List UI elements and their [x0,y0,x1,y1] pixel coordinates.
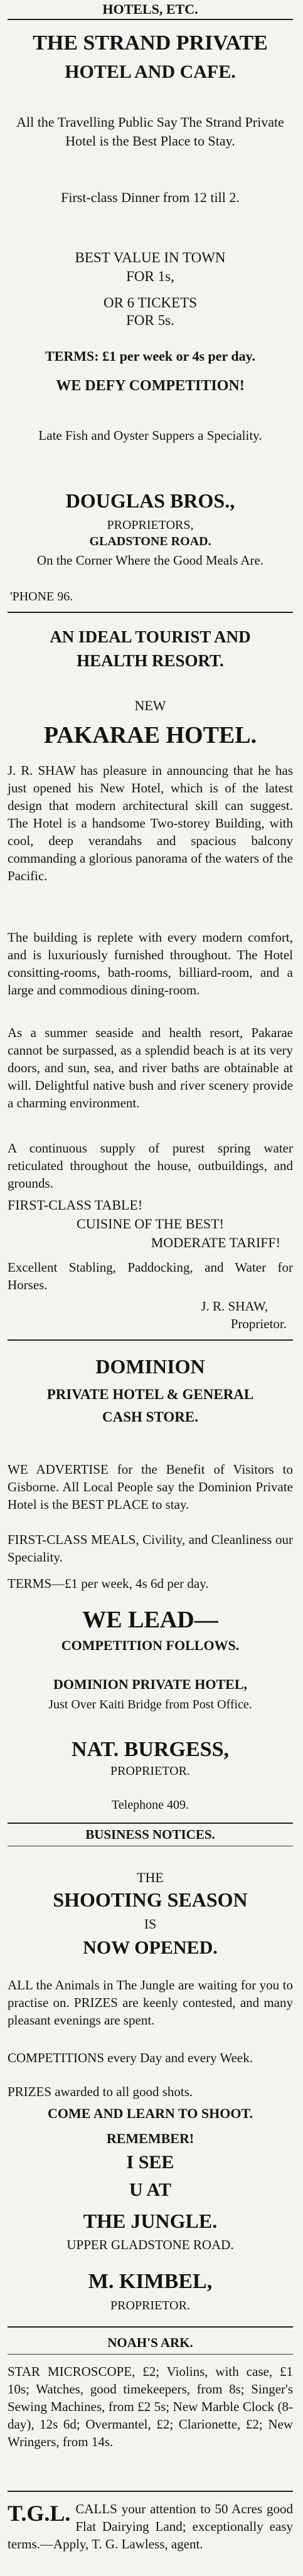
shooting-come-learn: COME AND LEARN TO SHOOT. [47,2105,253,2121]
strand-proprietors: PROPRIETORS, [107,518,194,532]
strand-owner-name: DOUGLAS BROS., [65,489,235,512]
shooting-now-opened: NOW OPENED. [83,1937,218,1958]
divider [8,2354,293,2355]
dominion-phone: Telephone 409. [111,1798,189,1812]
divider [8,1339,293,1341]
shooting-jungle: THE JUNGLE. [83,2210,218,2232]
divider [8,1823,293,1824]
dominion-owner: NAT. BURGESS, [72,1738,229,1761]
pakarae-tariff: MODERATE TARIFF! [151,1235,280,1250]
divider [8,2491,293,2492]
shooting-competitions: COMPETITIONS every Day and every Week. [8,2050,253,2065]
shooting-owner: M. KIMBEL, [88,2270,213,2293]
strand-corner: On the Corner Where the Good Meals Are. [36,553,264,568]
pakarae-signature: J. R. SHAW, [201,1299,268,1314]
shooting-owner-title: PROPRIETOR. [110,2299,190,2313]
shooting-paragraph: ALL the Animals in The Jungle are waiting for you to practise on. PRIZES are keenly contested, and many pleasant evenings are spent. [8,1977,293,2028]
pakarae-resort-line1: AN IDEAL TOURIST AND [50,627,251,646]
dominion-name-line: DOMINION PRIVATE HOTEL, [53,1676,248,1692]
shooting-remember: REMEMBER! [106,2131,194,2146]
strand-terms: TERMS: £1 per week or 4s per day. [45,348,255,364]
strand-intro: All the Travelling Public Say The Strand Private Hotel is the Best Place to Stay. [16,114,284,149]
shooting-the: THE [137,1870,164,1885]
pakarae-cuisine: CUISINE OF THE BEST! [77,1216,224,1232]
dominion-paragraph: WE ADVERTISE for the Benefit of Visitors to Gisborne. All Local People say the Dominion Private Hotel is the BEST PLACE to stay. [8,1462,293,1512]
strand-phone: 'PHONE 96. [10,590,73,604]
dominion-location: Just Over Kaiti Bridge from Post Office. [48,1698,252,1711]
noah-paragraph: STAR MICROSCOPE, £2; Violins, with case, £1 10s; Watches, good timekeepers, from 8s; Singer's Sewing Machines, from £2 5s; New Marble Clock (8-day), 12s 6d; Overmantel, £2; Clarionette, £2; New Wringers, from 14s. [8,2364,293,2449]
dominion-owner-title: PROPRIETOR. [110,1764,190,1778]
dominion-meals: FIRST-CLASS MEALS, Civility, and Cleanliness our Speciality. [8,1532,293,1565]
strand-value3: OR 6 TICKETS [103,295,198,311]
shooting-see-line1: I SEE [126,2152,174,2173]
strand-suppers: Late Fish and Oyster Suppers a Speciality. [38,428,262,443]
tgl-text: CALLS your attention to 50 Acres good Flat Dairying Land; exceptionally easy terms.—Apply, T. G. Lawless, agent. [8,2501,293,2552]
pakarae-paragraph-4: A continuous supply of purest spring water reticulated throughout the house, outbuildings, and grounds. [8,1141,293,1191]
tgl-initials: T.G.L. [8,2501,71,2526]
divider [8,19,293,20]
dominion-terms: TERMS—£1 per week, 4s 6d per day. [8,1576,209,1591]
divider [8,612,293,613]
pakarae-signature-title: Proprietor. [230,1316,287,1331]
section-header-hotels: HOTELS, ETC. [102,1,198,17]
pakarae-stabling: Excellent Stabling, Paddocking, and Water for Horses. [8,1260,293,1292]
strand-title-line2: HOTEL AND CAFE. [65,61,236,82]
newspaper-column [8,0,293,2576]
pakarae-resort-line2: HEALTH RESORT. [77,651,224,670]
dominion-title-line2: PRIVATE HOTEL & GENERAL [46,1386,254,1402]
shooting-road: UPPER GLADSTONE ROAD. [66,2237,234,2252]
dominion-lead-line2: COMPETITION FOLLOWS. [61,1637,240,1653]
strand-title-line1: THE STRAND PRIVATE [33,31,268,55]
strand-dinner: First-class Dinner from 12 till 2. [61,189,240,205]
shooting-prizes: PRIZES awarded to all good shots. [8,2084,193,2099]
shooting-see-line2: U AT [129,2179,171,2200]
pakarae-new: NEW [134,698,166,713]
dominion-title-line1: DOMINION [95,1355,205,1378]
dominion-title-line3: CASH STORE. [102,1409,198,1425]
strand-address: GLADSTONE ROAD. [89,535,211,548]
strand-value2: FOR 1s, [126,269,174,284]
pakarae-paragraph-1: J. R. SHAW has pleasure in announcing that he has just opened his New Hotel, which is of the latest design that modern architectural skill can suggest. The Hotel is a handsome Two-storey Building, with cool, deep verandahs and spacious balcony commanding a glorious panorama of the waters of the Pacific. [8,763,293,883]
pakarae-paragraph-3: As a summer seaside and health resort, Pakarae cannot be surpassed, as a splendid beach is at its very doors, and sun, sea, and river baths are obtainable at will. Delightful native bush and river scenery provide a charming environment. [8,1025,293,1110]
pakarae-table: FIRST-CLASS TABLE! [8,1197,143,1213]
strand-value1: BEST VALUE IN TOWN [75,250,226,265]
dominion-lead-line1: WE LEAD— [82,1607,218,1633]
shooting-title: SHOOTING SEASON [53,1888,248,1911]
section-header-business: BUSINESS NOTICES. [85,1827,215,1842]
divider [8,2326,293,2328]
noah-header: NOAH'S ARK. [107,2335,193,2350]
tgl-notice [8,2500,293,2553]
shooting-is: IS [144,1916,157,1932]
pakarae-title: PAKARAE HOTEL. [43,722,257,748]
strand-defy: WE DEFY COMPETITION! [56,378,245,394]
strand-value4: FOR 5s. [126,312,174,328]
pakarae-paragraph-2: The building is replete with every modern comfort, and is luxuriously furnished throughout. The Hotel consitting-rooms, bath-rooms, billiard-room, and a large and commodious dining-room. [8,930,293,998]
